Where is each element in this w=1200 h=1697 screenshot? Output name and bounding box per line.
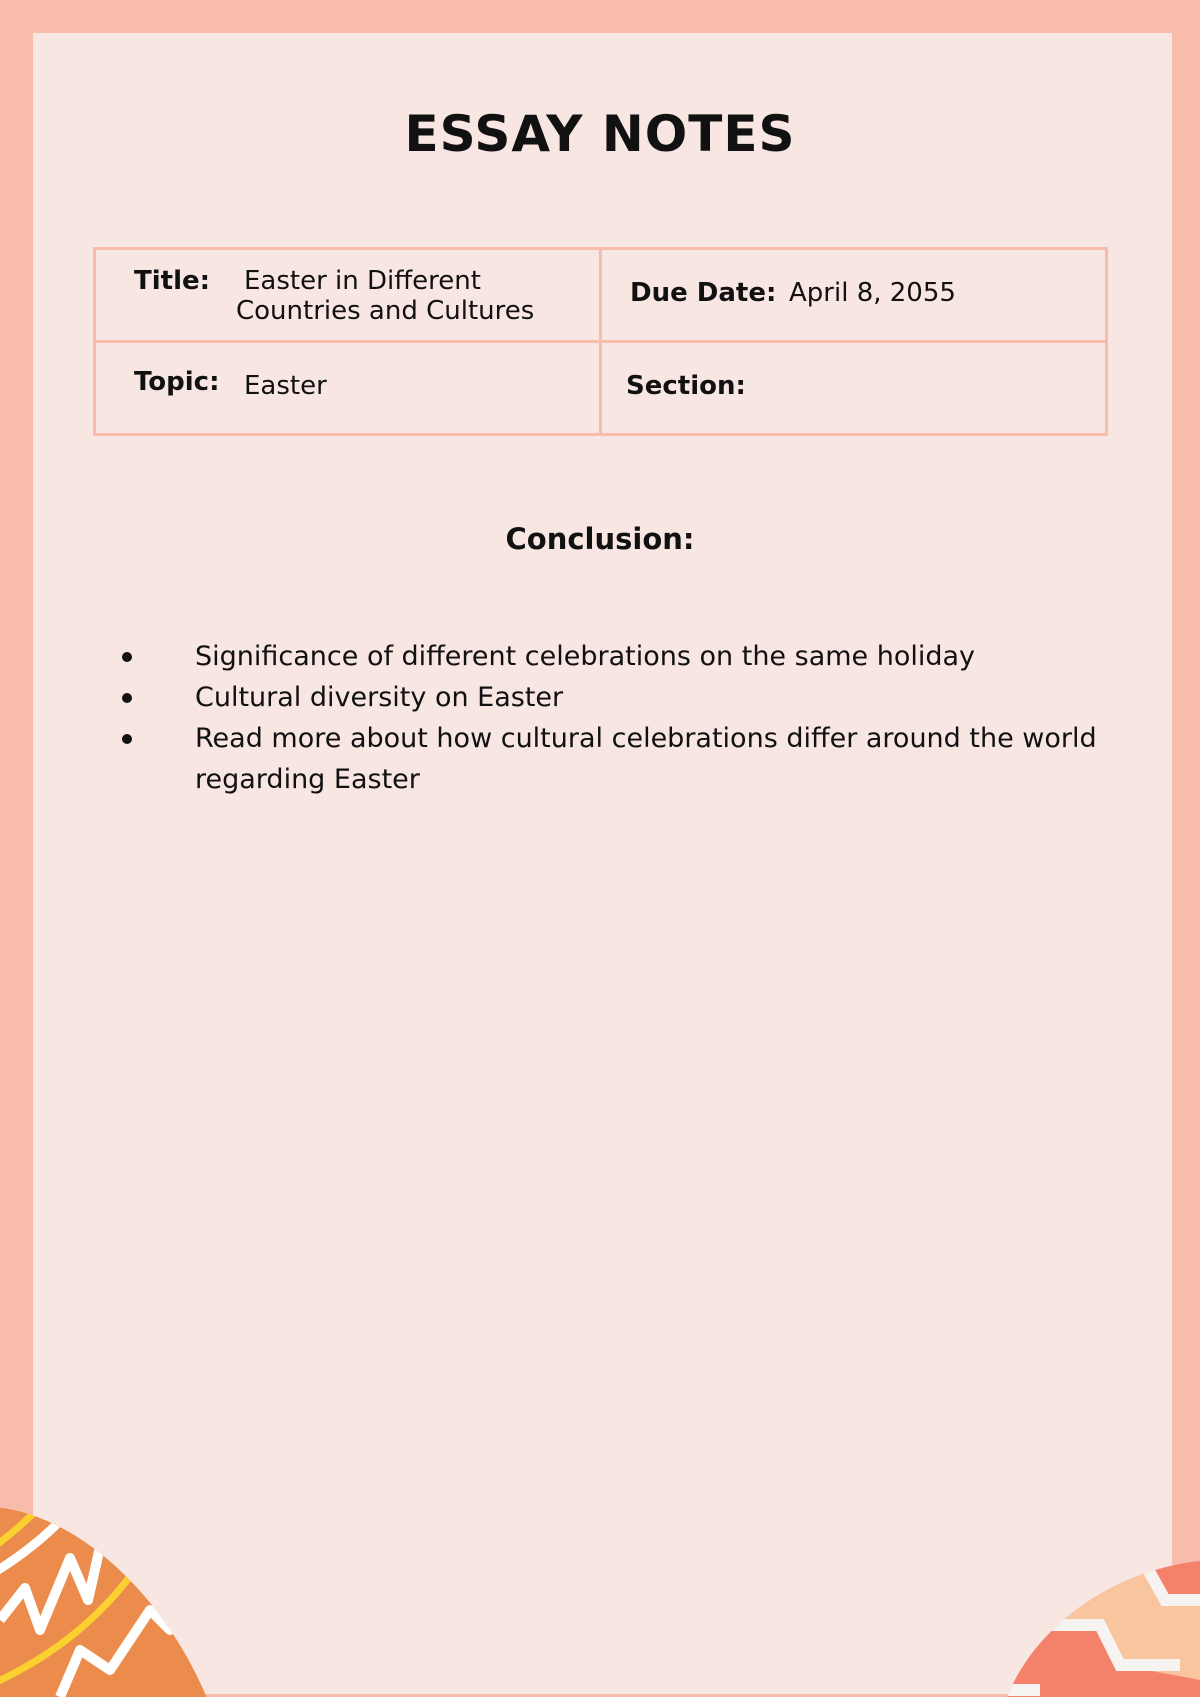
easter-egg-left-icon — [0, 1480, 220, 1697]
due-date-value: April 8, 2055 — [789, 278, 956, 308]
section-label: Section: — [626, 371, 746, 401]
easter-egg-right-icon — [980, 1500, 1200, 1697]
list-item: Cultural diversity on Easter — [118, 677, 1128, 718]
topic-cell — [95, 342, 601, 435]
title-value — [236, 266, 534, 326]
title-line-1: Easter in Different — [244, 266, 481, 296]
conclusion-list — [118, 636, 1128, 800]
section-cell — [601, 342, 1107, 435]
list-item: Read more about how cultural celebrations differ around the world regarding Easter — [118, 718, 1128, 800]
title-line-2: Countries and Cultures — [236, 296, 535, 326]
due-date-label: Due Date: — [630, 278, 777, 308]
due-date-cell — [601, 249, 1107, 342]
essay-info-table — [93, 247, 1108, 436]
title-cell — [95, 249, 601, 342]
page-title: ESSAY NOTES — [404, 105, 796, 163]
conclusion-heading: Conclusion: — [505, 522, 695, 556]
list-item: Significance of different celebrations on the same holiday — [118, 636, 1128, 677]
topic-label: Topic: — [134, 367, 220, 397]
topic-value: Easter — [244, 371, 327, 401]
title-label: Title: — [134, 266, 211, 296]
